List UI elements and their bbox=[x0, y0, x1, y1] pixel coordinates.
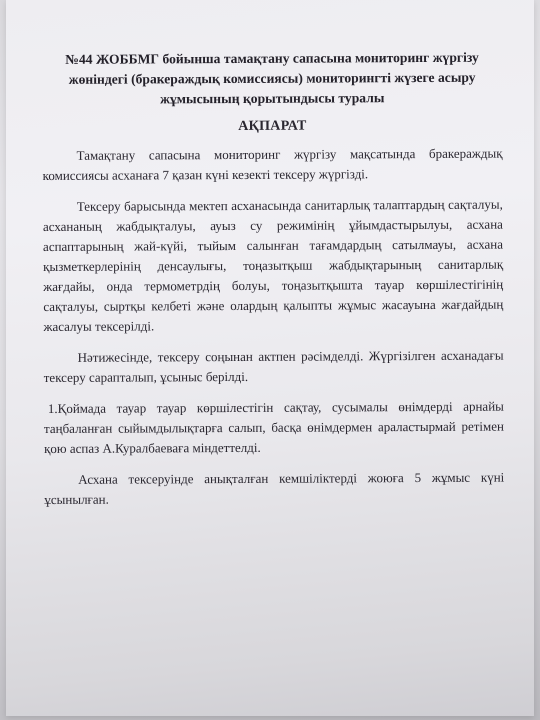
document-body bbox=[42, 48, 504, 521]
paragraph-recommendation: 1.Қоймада тауар тауар көршілестігін сақтау, сусымалы өнімдерді арнайы таңбаланған сыйымдылықтарға салып, басқа өнімдермен араластырмай ретімен қою аспаз А.Куралбаеваға міндеттелді. bbox=[43, 398, 505, 456]
document-heading bbox=[42, 118, 502, 136]
paragraph-inspection: Тексеру барысында мектеп асханасында санитарлық талаптардың сақталуы, асхананың жабдықталуы, ауыз су режимінің ұйымдастырылуы, асхана аспаптарының жай-күйі, тыйым салынған тағамдардың сатылмауы, асхана қызметкерлерінің денсаулығы, тоңазытқыш жабдықтарының санитарлық жағдайы, онда термометрдің болуы, тоңазытқышта тауар көршілестігінің сақталуы, сыртқы келбеті және олардың қалыпты жұмыс жасауына жағдайдың жасалуы тексерілді. bbox=[42, 196, 504, 334]
paragraph-result: Нәтижесінде, тексеру соңынан актпен рәсімделді. Жүргізілген асханадағы тексеру сарапталып, ұсыныс берілді. bbox=[43, 347, 504, 385]
document-title: №44 ЖОББМГ бойынша тамақтану сапасына мониторинг жүргізу жөніндегі (бракераждық комиссиясы) мониторингті жүзеге асыру жұмысының қорытындысы туралы bbox=[65, 49, 479, 107]
heading-text: АҚПАРАТ bbox=[238, 118, 307, 134]
paper-sheet bbox=[6, 0, 534, 716]
paragraph-deadline: Асхана тексеруінде анықталған кемшіліктерді жоюға 5 жұмыс күні ұсынылған. bbox=[44, 469, 505, 507]
paragraph-intro: Тамақтану сапасына мониторинг жүргізу мақсатында бракераждық комиссиясы асханаға 7 қазан күні кезекті тексеру жүргізді. bbox=[42, 145, 503, 183]
